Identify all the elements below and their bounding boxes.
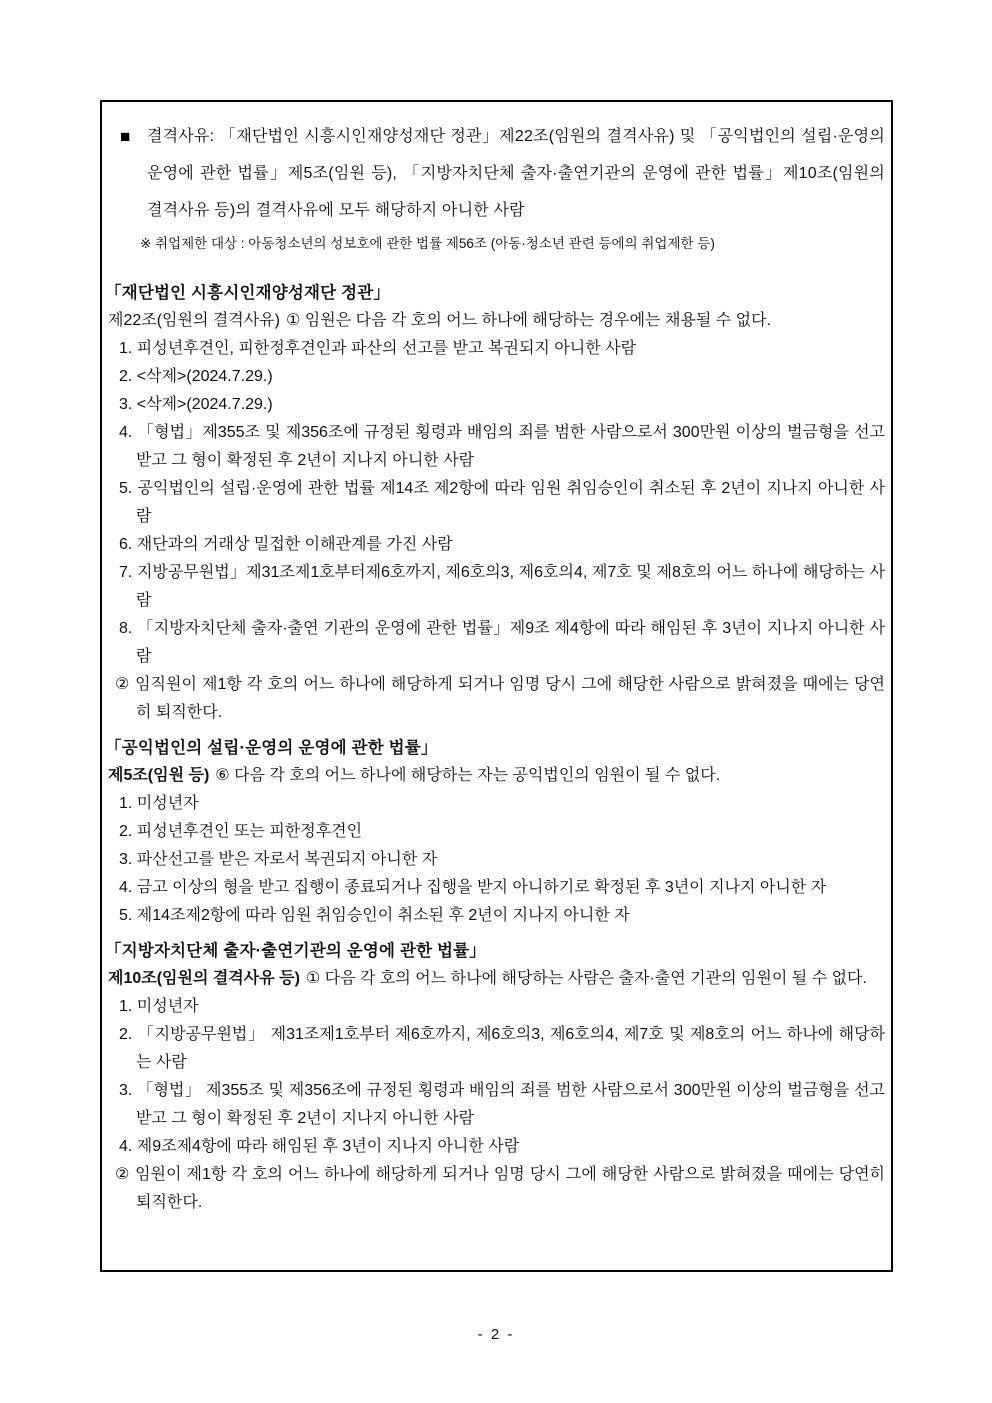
employment-restriction-note: ※ 취업제한 대상 : 아동청소년의 성보호에 관한 법률 제56조 (아동·청소년 관련 등에의 취업제한 등) [140, 236, 715, 251]
article-intro: ① 다음 각 호의 어느 하나에 해당하는 사람은 출자·출연 기관의 임원이 될 수 없다. [305, 970, 867, 987]
list-item: 2. 「지방공무원법」 제31조제1호부터 제6호까지, 제6호의3, 제6호의4, 제7호 및 제8호의 어느 하나에 해당하는 사람 [119, 1026, 885, 1071]
list-item: 1. 미성년자 [119, 795, 199, 812]
article-heading: 제22조(임원의 결격사유) [108, 312, 281, 329]
disqualification-notice-box [100, 100, 893, 1272]
article-paragraph [108, 307, 885, 335]
list-item: 3. 「형법」 제355조 및 제356조에 규정된 횡령과 배임의 죄를 범한 사람으로서 300만원 이상의 벌금형을 선고받고 그 형이 확정된 후 2년이 지나지 아니한 사람 [119, 1082, 885, 1127]
closing-clause: ② 임직원이 제1항 각 호의 어느 하나에 해당하게 되거나 임명 당시 그에 해당한 사람으로 밝혀졌을 때에는 당연히 퇴직한다. [115, 676, 885, 721]
list-item: 3. <삭제>(2024.7.29.) [119, 396, 273, 413]
list-item: 5. 제14조제2항에 따라 임원 취임승인이 취소된 후 2년이 지나지 아니한 자 [119, 907, 630, 924]
article-heading: 제10조(임원의 결격사유 등) [108, 970, 300, 987]
square-bullet-icon: ■ [120, 127, 131, 146]
article-heading: 제5조(임원 등) [108, 767, 210, 784]
list-item: 3. 파산선고를 받은 자로서 복권되지 아니한 자 [119, 851, 438, 868]
closing-clause: ② 임원이 제1항 각 호의 어느 하나에 해당하게 되거나 임명 당시 그에 해당한 사람으로 밝혀졌을 때에는 당연히 퇴직한다. [115, 1166, 885, 1211]
list-item: 8. 「지방자치단체 출자·출연 기관의 운영에 관한 법률」제9조 제4항에 따라 해임된 후 3년이 지나지 아니한 사람 [119, 620, 885, 665]
clause-list [105, 993, 885, 1161]
list-item: 2. 피성년후견인 또는 피한정후견인 [119, 823, 363, 840]
section-title: 「재단법인 시흥시인재양성재단 정관」 [105, 284, 391, 302]
section-title: 「공익법인의 설립·운영의 운영에 관한 법률」 [105, 739, 438, 757]
clause-list [105, 790, 885, 930]
clause-list [105, 335, 885, 671]
list-item: 7. 지방공무원법」제31조제1호부터제6호까지, 제6호의3, 제6호의4, 제7호 및 제8호의 어느 하나에 해당하는 사람 [119, 564, 885, 609]
section-foundation-charter [105, 279, 885, 727]
page-number: - 2 - [477, 1326, 515, 1343]
disqualification-summary-text: 결격사유: 「재단법인 시흥시인재양성재단 정관」제22조(임원의 결격사유) 및 「공익법인의 설립·운영의 운영에 관한 법률」제5조(임원 등), 「지방자치단체 출자·출연기관의 운영에 관한 법률」제10조(임원의 결격사유 등)의 결격사유에 모두 해당하지 아니한 사람 [147, 128, 885, 219]
list-item: 1. 피성년후견인, 피한정후견인과 파산의 선고를 받고 복권되지 아니한 사람 [119, 340, 637, 357]
list-item: 2. <삭제>(2024.7.29.) [119, 368, 273, 385]
article-intro: ① 임원은 다음 각 호의 어느 하나에 해당하는 경우에는 채용될 수 없다. [286, 312, 772, 329]
article-intro: ⑥ 다음 각 호의 어느 하나에 해당하는 자는 공익법인의 임원이 될 수 없다. [215, 767, 721, 784]
list-item: 6. 재단과의 거래상 밀접한 이해관계를 가진 사람 [119, 536, 453, 553]
section-title: 「지방자치단체 출자·출연기관의 운영에 관한 법률」 [105, 942, 487, 960]
header-text-column [140, 118, 885, 255]
list-item: 4. 금고 이상의 형을 받고 집행이 종료되거나 집행을 받지 아니하기로 확정된 후 3년이 지나지 아니한 자 [119, 879, 827, 896]
list-item: 1. 미성년자 [119, 998, 199, 1015]
qualification-header [120, 118, 885, 255]
list-item: 4. 제9조제4항에 따라 해임된 후 3년이 지나지 아니한 사람 [119, 1138, 520, 1155]
list-item: 5. 공익법인의 설립·운영에 관한 법률 제14조 제2항에 따라 임원 취임승인이 취소된 후 2년이 지나지 아니한 사람 [119, 480, 885, 525]
list-item: 4. 「형법」제355조 및 제356조에 규정된 횡령과 배임의 죄를 범한 사람으로서 300만원 이상의 벌금형을 선고받고 그 형이 확정된 후 2년이 지나지 아니한 사람 [119, 424, 885, 469]
article-paragraph [108, 965, 885, 993]
article-paragraph [108, 762, 885, 790]
section-local-investment-act [105, 937, 885, 1217]
section-public-corporation-act [105, 734, 885, 930]
